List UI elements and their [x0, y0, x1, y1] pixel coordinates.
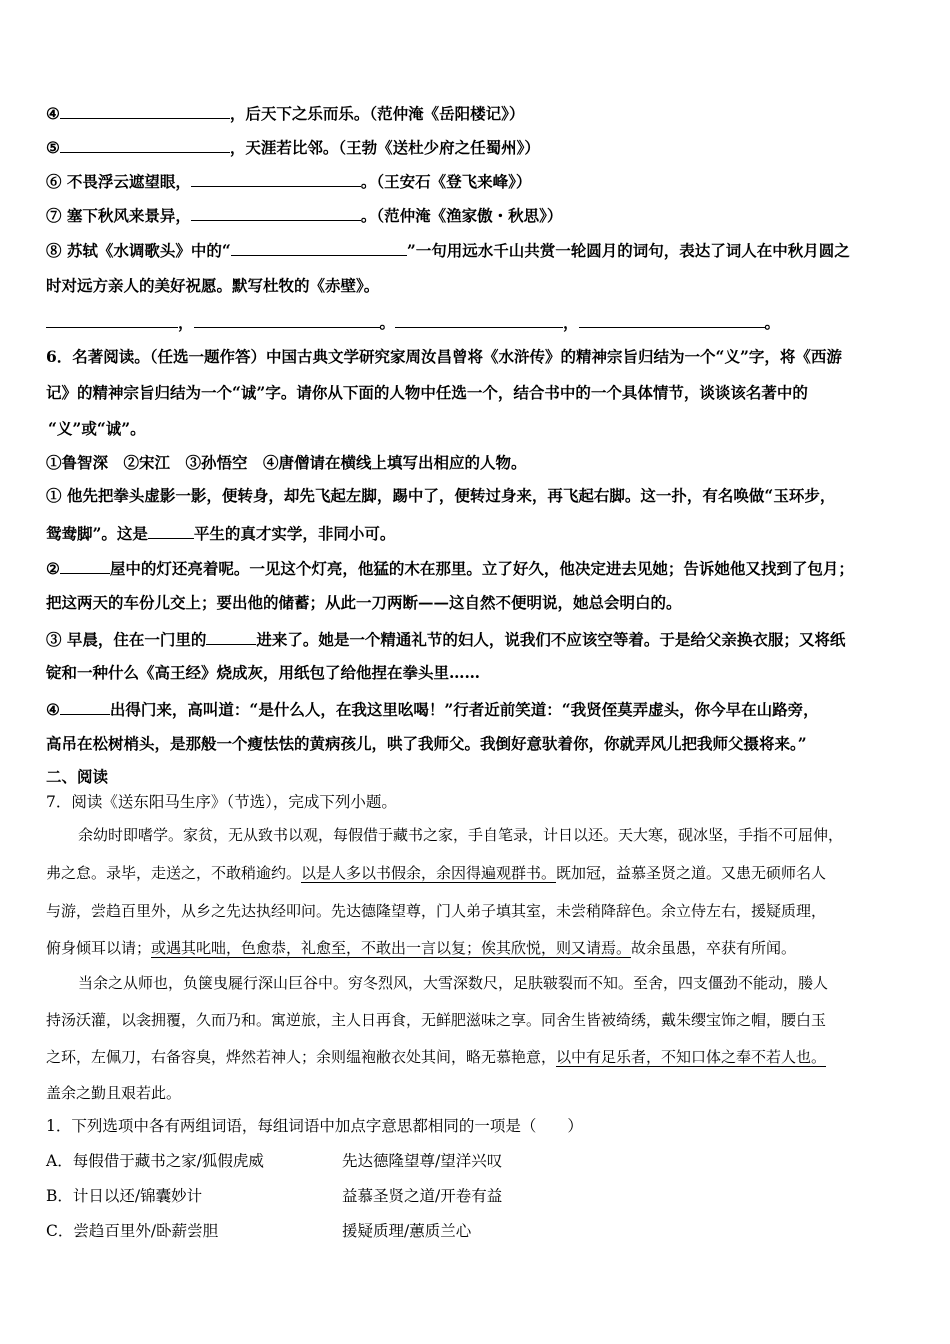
- q1-stem: 1．下列选项中各有两组词语，每组词语中加点字意思都相同的一项是（ ）: [46, 1117, 583, 1135]
- fill-item-7: [46, 204, 920, 226]
- fill-item-8-line2: 时对远方亲人的美好祝愿。默写杜牧的《赤壁》。: [46, 276, 380, 295]
- item-text: ”一句用远水千山共赏一轮圆月的词句，表达了词人在中秋月圆之: [406, 241, 850, 260]
- answer-blank[interactable]: [60, 102, 230, 119]
- punct: ，: [178, 313, 194, 332]
- answer-blank[interactable]: [231, 239, 407, 256]
- answer-blank[interactable]: [60, 136, 230, 153]
- passage-text: 既加冠，益慕圣贤之道。又患无硕师名人: [556, 864, 827, 882]
- item-text: 。（王安石《登飞来峰》）: [360, 172, 532, 191]
- passage-text: 弗之怠。录毕，走送之，不敢稍逾约。: [46, 864, 302, 882]
- q1-option-a[interactable]: [46, 1151, 920, 1171]
- option-left: A．每假借于藏书之家/狐假虎威: [46, 1152, 264, 1170]
- item-number: ④: [46, 700, 60, 719]
- fill-item-4: [46, 102, 920, 124]
- passage-text: 屋中的灯还亮着呢。一见这个灯亮，他猛的木在那里。立了好久，他决定进去见她；告诉她他又找到了包月；: [109, 559, 854, 578]
- q6-passage3-line1: [46, 628, 920, 650]
- classical-p1-line3: 与游，尝趋百里外，从乡之先达执经叩问。先达德隆望尊，门人弟子填其室，未尝稍降辞色。余立侍左右，援疑质理，: [46, 902, 827, 920]
- classical-p2-line2: 持汤沃灌，以衾拥覆，久而乃和。寓逆旅，主人日再食，无鲜肥滋味之享。同舍生皆被绮绣，戴朱缨宝饰之帽，腰白玉: [46, 1011, 827, 1029]
- item-number: ②: [46, 559, 60, 578]
- item-text: ，天涯若比邻。（王勃《送杜少府之任蜀州》）: [229, 138, 540, 157]
- option-right: 先达德隆望尊/望洋兴叹: [342, 1152, 503, 1170]
- answer-blank[interactable]: [194, 311, 380, 328]
- item-text: ⑦ 塞下秋风来景异，: [46, 206, 191, 225]
- q6-line3: “义”或“诚”。: [48, 419, 146, 438]
- item-text: ⑥ 不畏浮云遮望眼，: [46, 172, 191, 191]
- classical-p1-line4: [46, 938, 920, 958]
- section-title: 二、阅读: [46, 767, 109, 786]
- item-text: 。（范仲淹《渔家傲・秋思》）: [360, 206, 563, 225]
- option-right: 益慕圣贤之道/开卷有益: [342, 1187, 503, 1205]
- passage-text: 平生的真才实学，非同小可。: [193, 524, 396, 543]
- answer-blank[interactable]: [191, 170, 361, 187]
- q6-passage1-line1: ① 他先把拳头虚影一影，便转身，却先飞起左脚，踢中了，便转过身来，再飞起右脚。这一扑，有名唤做“玉环步，: [46, 486, 836, 505]
- answer-blank[interactable]: [579, 311, 765, 328]
- answer-blank[interactable]: [148, 522, 194, 539]
- classical-p1-line2: [46, 863, 920, 883]
- answer-blank[interactable]: [206, 628, 256, 645]
- q6-line1: 6．名著阅读。（任选一题作答）中国古典文学研究家周汝昌曾将《水浒传》的精神宗旨归结为一个“义”字，将《西游: [46, 347, 842, 366]
- answer-blank[interactable]: [191, 204, 361, 221]
- answer-blank[interactable]: [395, 311, 563, 328]
- item-text: ，后天下之乐而乐。（范仲淹《岳阳楼记》）: [229, 104, 525, 123]
- chibi-blanks: [46, 311, 920, 333]
- q7-prompt: 7．阅读《送东阳马生序》（节选），完成下列小题。: [46, 793, 397, 811]
- classical-p2-line3: [46, 1047, 920, 1067]
- item-text: ⑧ 苏轼《水调歌头》中的“: [46, 241, 231, 260]
- q1-option-c[interactable]: [46, 1221, 920, 1241]
- option-left: B．计日以还/锦囊妙计: [46, 1187, 203, 1205]
- option-right: 援疑质理/蕙质兰心: [342, 1222, 472, 1240]
- classical-p2-line4: 盖余之勤且艰若此。: [46, 1084, 182, 1102]
- q6-choices: ①鲁智深 ②宋江 ③孙悟空 ④唐僧请在横线上填写出相应的人物。: [46, 453, 527, 472]
- passage-text: 之环，左佩刀，右备容臭，烨然若神人；余则缊袍敝衣处其间，略无慕艳意，: [46, 1048, 557, 1066]
- q6-passage1-line2: [46, 522, 920, 544]
- fill-item-5: [46, 136, 920, 158]
- underlined-sentence: 以中有足乐者，不知口体之奉不若人也。: [556, 1048, 827, 1066]
- q6-passage2-line2: 把这两天的车份儿交上；要出他的储蓄；从此一刀两断——这自然不便明说，她总会明白的。: [46, 593, 682, 612]
- classical-p2-line1: 当余之从师也，负箧曳屣行深山巨谷中。穷冬烈风，大雪深数尺，足肤皲裂而不知。至舍，四支僵劲不能动，媵人: [78, 974, 829, 992]
- item-number: ⑤: [46, 138, 60, 157]
- passage-text: 进来了。她是一个精通礼节的妇人，说我们不应该空等着。于是给父亲换衣服；又将纸: [256, 630, 846, 649]
- underlined-sentence: 以是人多以书假余，余因得遍观群书。: [301, 864, 557, 882]
- answer-blank[interactable]: [46, 311, 178, 328]
- punct: 。: [379, 313, 396, 332]
- q6-passage4-line1: [46, 698, 920, 720]
- punct: ，: [563, 313, 579, 332]
- classical-p1-line1: 余幼时即嗜学。家贫，无从致书以观，每假借于藏书之家，手自笔录，计日以还。天大寒，砚冰坚，手指不可屈伸，: [78, 826, 844, 844]
- fill-item-6: [46, 170, 920, 192]
- q6-passage4-line2: 高吊在松树梢头，是那般一个瘦怯怯的黄病孩儿，哄了我师父。我倒好意驮着你，你就弄风儿把我师父摄将来。”: [46, 734, 807, 753]
- q6-passage2-line1: [46, 557, 920, 579]
- underlined-sentence: 或遇其叱咄，色愈恭，礼愈至，不敢出一言以复；俟其欣悦，则又请焉。: [151, 939, 632, 957]
- answer-blank[interactable]: [60, 698, 110, 715]
- item-number: ④: [46, 104, 60, 123]
- q6-passage3-line2: 锭和一种什么《高王经》烧成灰，用纸包了给他捏在拳头里……: [46, 663, 481, 682]
- passage-text: ③ 早晨，住在一门里的: [46, 630, 207, 649]
- option-left: C．尝趋百里外/卧薪尝胆: [46, 1222, 219, 1240]
- q6-line2: 记》的精神宗旨归结为一个“诚”字。请你从下面的人物中任选一个，结合书中的一个具体情节，谈谈该名著中的: [46, 383, 808, 402]
- q1-option-b[interactable]: [46, 1186, 920, 1206]
- passage-text: 故余虽愚，卒获有所闻。: [631, 939, 797, 957]
- punct: 。: [764, 313, 781, 332]
- answer-blank[interactable]: [60, 557, 110, 574]
- passage-text: 出得门来，高叫道：“是什么人，在我这里吆喝！”行者近前笑道：“我贤侄莫弄虚头，你今早在山路旁，: [109, 700, 819, 719]
- passage-text: 俯身倾耳以请；: [46, 939, 152, 957]
- passage-text: 鸳鸯脚”。这是: [46, 524, 148, 543]
- fill-item-8: [46, 239, 920, 261]
